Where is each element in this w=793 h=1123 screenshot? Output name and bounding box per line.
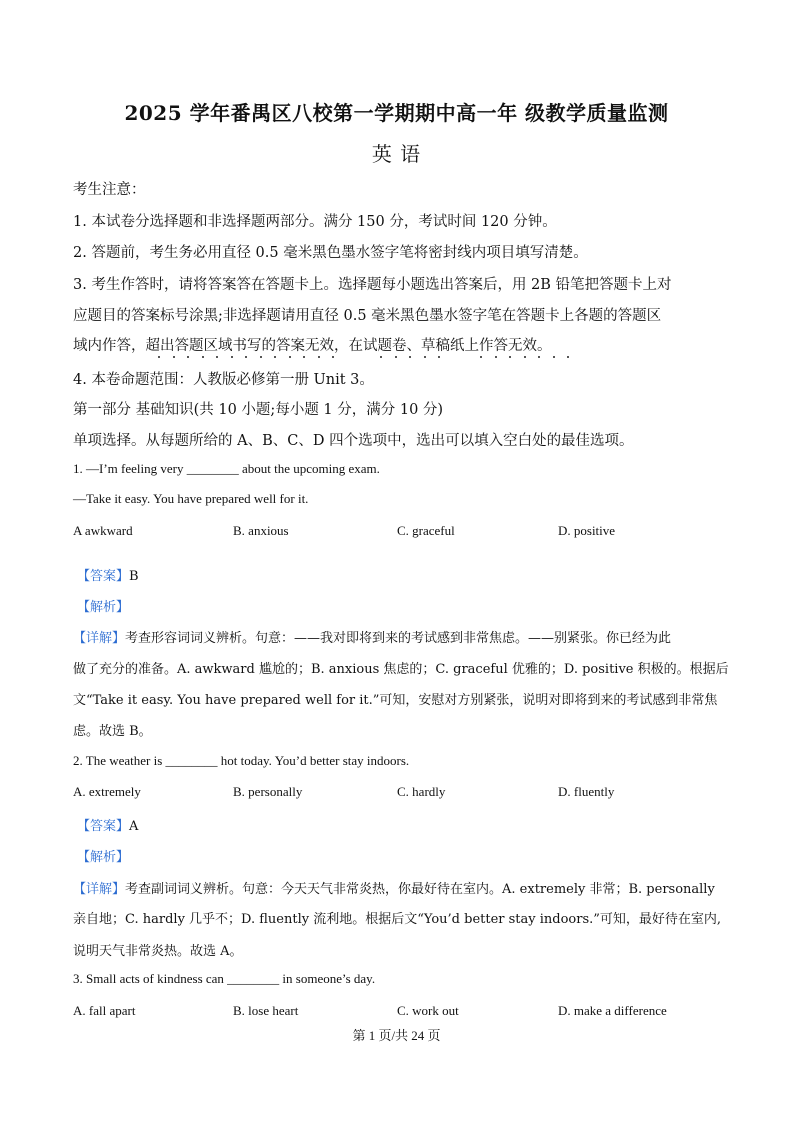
q2-detail-line-1	[73, 878, 715, 897]
emphasis-dot	[332, 356, 334, 358]
emphasis-dot	[260, 356, 262, 358]
detail-label: 【详解】	[73, 631, 126, 646]
section-heading: 第一部分 基础知识(共 10 小题;每小题 1 分，满分 10 分)	[73, 402, 444, 418]
q3-option-d: D. make a difference	[558, 1003, 667, 1018]
q2-option-b: B. personally	[233, 784, 303, 799]
q2-answer	[77, 815, 138, 834]
emphasis-dot	[318, 356, 320, 358]
emphasis-dots	[158, 356, 598, 362]
emphasis-dot	[202, 356, 204, 358]
emphasis-dot	[553, 356, 555, 358]
emphasis-dot	[274, 356, 276, 358]
answer-value: A	[129, 819, 139, 834]
emphasis-dot	[495, 356, 497, 358]
notes-heading: 考生注意：	[73, 182, 146, 198]
emphasis-dot	[303, 356, 305, 358]
answer-label: 【答案】	[77, 819, 130, 834]
q1-option-a: A awkward	[73, 523, 133, 538]
q2-option-c: C. hardly	[397, 784, 446, 799]
note-line-3b: 应题目的答案标号涂黑;非选择题请用直径 0.5 毫米黑色墨水签字笔在答题卡上各题的答题区	[73, 308, 662, 324]
emphasis-dot	[380, 356, 382, 358]
detail-text: 考查形容词词义辨析。句意：——我对即将到来的考试感到非常焦虑。——别紧张。你已经为此	[125, 631, 672, 646]
emphasis-dot	[538, 356, 540, 358]
answer-label: 【答案】	[77, 569, 130, 584]
q2-option-d: D. fluently	[558, 784, 615, 799]
emphasis-dot	[245, 356, 247, 358]
analysis-label: 【解析】	[77, 850, 130, 865]
q3-option-b: B. lose heart	[233, 1003, 299, 1018]
q1-answer	[77, 565, 139, 584]
emphasis-dot	[409, 356, 411, 358]
q1-stem-line-1: 1. —I’m feeling very ________ about the upcoming exam.	[73, 461, 380, 476]
q1-detail-line-4: 虑。故选 B。	[73, 724, 152, 739]
emphasis-dot	[524, 356, 526, 358]
emphasis-dot	[231, 356, 233, 358]
q3-option-c: C. work out	[397, 1003, 459, 1018]
emphasis-dot	[173, 356, 175, 358]
emphasis-dot	[395, 356, 397, 358]
note-line-3c: 域内作答，超出答题区域书写的答案无效，在试题卷、草稿纸上作答无效。	[73, 338, 552, 354]
q1-option-c: C. graceful	[397, 523, 455, 538]
q1-detail-line-3: 文“Take it easy. You have prepared well for it.”可知，安慰对方别紧张，说明对即将到来的考试感到非常焦	[73, 693, 718, 708]
section-instruction: 单项选择。从每题所给的 A、B、C、D 四个选项中，选出可以填入空白处的最佳选项。	[73, 433, 634, 449]
emphasis-dot	[480, 356, 482, 358]
subject-title: 英 语	[371, 142, 422, 166]
q3-option-a: A. fall apart	[73, 1003, 136, 1018]
answer-value: B	[129, 569, 139, 584]
emphasis-dot	[187, 356, 189, 358]
analysis-label: 【解析】	[77, 600, 130, 615]
emphasis-dot	[424, 356, 426, 358]
emphasis-dot	[438, 356, 440, 358]
emphasis-dot	[509, 356, 511, 358]
q1-option-b: B. anxious	[233, 523, 289, 538]
note-line-3a: 3. 考生作答时，请将答案答在答题卡上。选择题每小题选出答案后，用 2B 铅笔把答题卡上对	[73, 277, 672, 293]
emphasis-dot	[158, 356, 160, 358]
q1-detail-line-1	[73, 627, 671, 646]
emphasis-dot	[289, 356, 291, 358]
emphasis-dot	[216, 356, 218, 358]
note-line-2: 2. 答题前，考生务必用直径 0.5 毫米黑色墨水签字笔将密封线内项目填写清楚。	[73, 245, 588, 261]
page-number: 第 1 页/共 24 页	[352, 1028, 441, 1043]
note-line-4: 4. 本卷命题范围：人教版必修第一册 Unit 3。	[73, 372, 374, 388]
note-line-1: 1. 本试卷分选择题和非选择题两部分。满分 150 分，考试时间 120 分钟。	[73, 214, 557, 230]
q2-stem: 2. The weather is ________ hot today. You’d better stay indoors.	[73, 753, 410, 768]
detail-text: 考查副词词义辨析。句意：今天天气非常炎热，你最好待在室内。A. extremely 非常；B. personally	[125, 882, 715, 897]
q1-detail-line-2: 做了充分的准备。A. awkward 尴尬的；B. anxious 焦虑的；C. graceful 优雅的；D. positive 积极的。根据后	[73, 662, 729, 677]
q3-stem: 3. Small acts of kindness can ________ in someone’s day.	[73, 971, 376, 986]
q2-analysis	[77, 846, 129, 865]
emphasis-dot	[567, 356, 569, 358]
detail-label: 【详解】	[73, 882, 126, 897]
q1-stem-line-2: —Take it easy. You have prepared well for it.	[73, 491, 309, 506]
exam-title: 2025 学年番禺区八校第一学期期中高一年 级教学质量监测	[124, 101, 669, 125]
q1-analysis	[77, 596, 129, 615]
q1-option-d: D. positive	[558, 523, 616, 538]
q2-detail-line-2: 亲自地；C. hardly 几乎不；D. fluently 流利地。根据后文“You’d better stay indoors.”可知，最好待在室内,	[73, 912, 722, 927]
q2-option-a: A. extremely	[73, 784, 141, 799]
q2-detail-line-3: 说明天气非常炎热。故选 A。	[73, 944, 243, 959]
